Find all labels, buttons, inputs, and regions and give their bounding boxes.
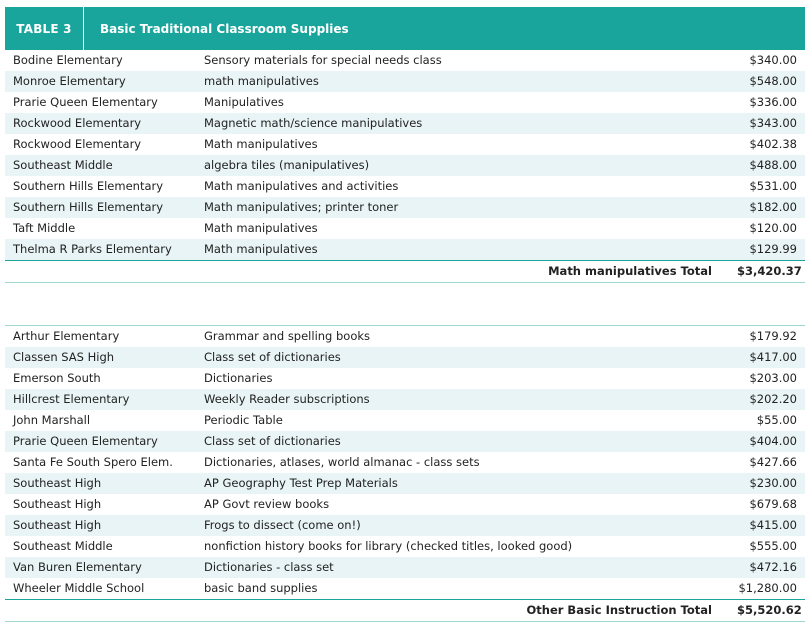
school-cell: Prarie Queen Elementary xyxy=(13,434,158,448)
amount-cell: $343.00 xyxy=(749,116,797,130)
item-cell: Manipulatives xyxy=(204,95,284,109)
table-row xyxy=(5,347,805,368)
school-cell: Southern Hills Elementary xyxy=(13,179,164,193)
item-cell: Periodic Table xyxy=(204,413,283,427)
school-cell: Southeast High xyxy=(13,518,102,532)
item-cell: Dictionaries - class set xyxy=(204,560,334,574)
item-cell: Math manipulatives and activities xyxy=(204,179,399,193)
section-total-label: Other Basic Instruction Total xyxy=(526,603,712,617)
table-row xyxy=(5,71,805,92)
item-cell: Math manipulatives; printer toner xyxy=(204,200,399,214)
table-number-label: TABLE 3 xyxy=(5,7,84,50)
school-cell: Southeast Middle xyxy=(13,539,113,553)
table-row xyxy=(5,239,805,260)
amount-cell: $415.00 xyxy=(749,518,797,532)
item-cell: Dictionaries xyxy=(204,371,273,385)
section-total-value: $3,420.37 xyxy=(737,264,802,278)
school-cell: Rockwood Elementary xyxy=(13,116,142,130)
table-row xyxy=(5,113,805,134)
table-row xyxy=(5,431,805,452)
table-row xyxy=(5,515,805,536)
amount-cell: $417.00 xyxy=(749,350,797,364)
section-total-row xyxy=(5,261,805,282)
table-row xyxy=(5,452,805,473)
table-title: Basic Traditional Classroom Supplies xyxy=(100,21,349,36)
school-cell: Bodine Elementary xyxy=(13,53,123,67)
section-total-value: $5,520.62 xyxy=(737,603,802,617)
section-bottom-rule xyxy=(5,621,805,622)
other-basic-instruction-section xyxy=(5,326,805,599)
school-cell: Monroe Elementary xyxy=(13,74,126,88)
school-cell: Santa Fe South Spero Elem. xyxy=(13,455,173,469)
item-cell: Sensory materials for special needs class xyxy=(204,53,442,67)
item-cell: algebra tiles (manipulatives) xyxy=(204,158,370,172)
school-cell: Rockwood Elementary xyxy=(13,137,142,151)
section-total-label: Math manipulatives Total xyxy=(548,264,712,278)
amount-cell: $336.00 xyxy=(749,95,797,109)
item-cell: nonfiction history books for library (checked titles, looked good) xyxy=(204,539,573,553)
item-cell: AP Geography Test Prep Materials xyxy=(204,476,398,490)
table-row xyxy=(5,389,805,410)
amount-cell: $427.66 xyxy=(749,455,797,469)
table-row xyxy=(5,368,805,389)
section-spacer xyxy=(5,283,805,325)
amount-cell: $404.00 xyxy=(749,434,797,448)
amount-cell: $120.00 xyxy=(749,221,797,235)
amount-cell: $555.00 xyxy=(749,539,797,553)
school-cell: John Marshall xyxy=(13,413,91,427)
table-row xyxy=(5,557,805,578)
table-container xyxy=(5,0,805,622)
school-cell: Hillcrest Elementary xyxy=(13,392,130,406)
school-cell: Arthur Elementary xyxy=(13,329,120,343)
item-cell: Math manipulatives xyxy=(204,242,318,256)
amount-cell: $230.00 xyxy=(749,476,797,490)
school-cell: Southeast Middle xyxy=(13,158,113,172)
table-row xyxy=(5,134,805,155)
amount-cell: $55.00 xyxy=(756,413,797,427)
table-row xyxy=(5,536,805,557)
item-cell: AP Govt review books xyxy=(204,497,330,511)
item-cell: Math manipulatives xyxy=(204,137,318,151)
item-cell: Weekly Reader subscriptions xyxy=(204,392,370,406)
school-cell: Classen SAS High xyxy=(13,350,115,364)
item-cell: Frogs to dissect (come on!) xyxy=(204,518,361,532)
table-row xyxy=(5,197,805,218)
section-total-row xyxy=(5,600,805,621)
amount-cell: $488.00 xyxy=(749,158,797,172)
amount-cell: $531.00 xyxy=(749,179,797,193)
item-cell: Magnetic math/science manipulatives xyxy=(204,116,423,130)
table-row xyxy=(5,473,805,494)
amount-cell: $679.68 xyxy=(749,497,797,511)
item-cell: math manipulatives xyxy=(204,74,319,88)
table-row xyxy=(5,218,805,239)
item-cell: Grammar and spelling books xyxy=(204,329,371,343)
school-cell: Thelma R Parks Elementary xyxy=(13,242,172,256)
amount-cell: $179.92 xyxy=(749,329,797,343)
school-cell: Emerson South xyxy=(13,371,101,385)
amount-cell: $548.00 xyxy=(749,74,797,88)
table-row xyxy=(5,494,805,515)
table-row xyxy=(5,326,805,347)
amount-cell: $340.00 xyxy=(749,53,797,67)
table-row xyxy=(5,155,805,176)
item-cell: Math manipulatives xyxy=(204,221,318,235)
table-row xyxy=(5,578,805,599)
school-cell: Southeast High xyxy=(13,476,102,490)
amount-cell: $129.99 xyxy=(749,242,797,256)
table-header xyxy=(5,7,805,50)
school-cell: Wheeler Middle School xyxy=(13,581,145,595)
table-row xyxy=(5,50,805,71)
amount-cell: $203.00 xyxy=(749,371,797,385)
table-row xyxy=(5,176,805,197)
school-cell: Taft Middle xyxy=(13,221,76,235)
table-row xyxy=(5,410,805,431)
school-cell: Prarie Queen Elementary xyxy=(13,95,158,109)
item-cell: Class set of dictionaries xyxy=(204,434,341,448)
amount-cell: $402.38 xyxy=(749,137,797,151)
school-cell: Southeast High xyxy=(13,497,102,511)
table-row xyxy=(5,92,805,113)
amount-cell: $1,280.00 xyxy=(738,581,797,595)
amount-cell: $202.20 xyxy=(749,392,797,406)
math-manipulatives-section xyxy=(5,50,805,260)
school-cell: Southern Hills Elementary xyxy=(13,200,164,214)
amount-cell: $182.00 xyxy=(749,200,797,214)
item-cell: basic band supplies xyxy=(204,581,318,595)
school-cell: Van Buren Elementary xyxy=(13,560,142,574)
amount-cell: $472.16 xyxy=(749,560,797,574)
item-cell: Class set of dictionaries xyxy=(204,350,341,364)
item-cell: Dictionaries, atlases, world almanac - class sets xyxy=(204,455,480,469)
